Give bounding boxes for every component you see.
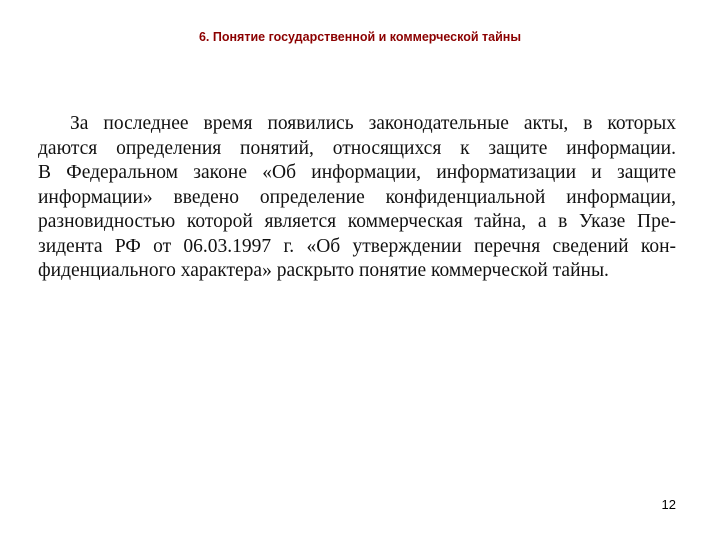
paragraph-line: информации» введено определение конфиденциальной информации,	[38, 186, 676, 208]
paragraph-line: зидента РФ от 06.03.1997 г. «Об утверждении перечня сведений кон-	[38, 235, 676, 257]
slide-title: 6. Понятие государственной и коммерческой тайны	[198, 30, 521, 44]
paragraph-line: фиденциального характера» раскрыто понятие коммерческой тайны.	[38, 260, 609, 281]
paragraph-line: разновидностью которой является коммерческая тайна, а в Указе Пре-	[38, 211, 676, 232]
paragraph-line: За последнее время появились законодательные акты, в которых	[70, 113, 676, 134]
paragraph-line: В Федеральном законе «Об информации, информатизации и защите	[38, 162, 676, 183]
page-number: 12	[661, 497, 676, 512]
body-paragraph	[38, 112, 676, 284]
paragraph-line: даются определения понятий, относящихся к защите информации.	[38, 137, 676, 159]
